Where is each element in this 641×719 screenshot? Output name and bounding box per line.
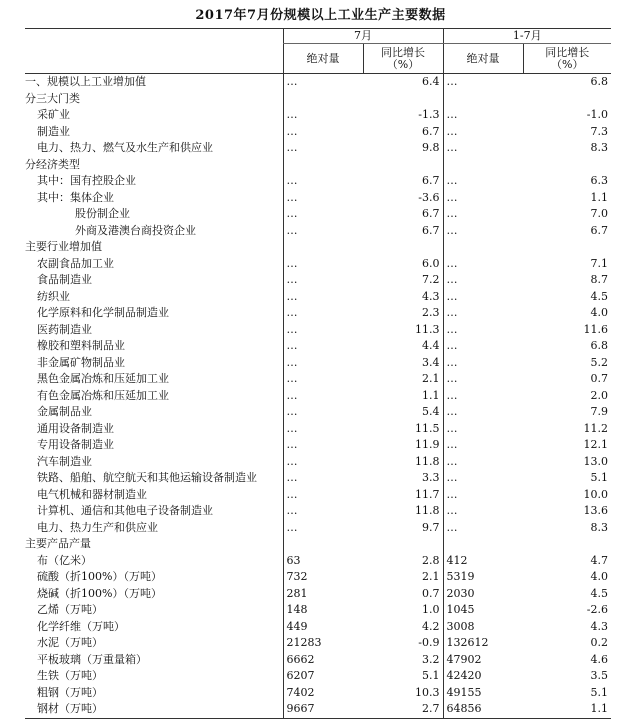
table-header	[25, 29, 611, 74]
abs-july: …	[283, 140, 363, 157]
row-label: 汽车制造业	[37, 454, 92, 468]
yoy-jan-jul: 5.1	[590, 471, 608, 485]
row-label: 电气机械和器材制造业	[37, 487, 147, 501]
yoy-jan-jul: 6.8	[590, 75, 608, 89]
abs-jan-jul	[443, 536, 523, 553]
row-label: 粗钢（万吨）	[37, 685, 103, 699]
header-blank	[25, 29, 283, 74]
yoy-jan-jul	[523, 536, 611, 553]
header-abs-jan-jul: 绝对量	[443, 44, 523, 74]
yoy-jan-jul: 6.7	[590, 223, 608, 237]
row-label: 分经济类型	[25, 157, 80, 171]
yoy-jan-jul: 5.1	[590, 685, 608, 699]
yoy-jan-jul: 6.8	[590, 339, 608, 353]
yoy-jan-jul: 13.0	[583, 454, 608, 468]
table-row	[25, 536, 611, 553]
abs-july: …	[283, 322, 363, 339]
row-label: 专用设备制造业	[37, 438, 114, 452]
abs-jan-jul: 412	[443, 553, 523, 570]
table-row	[25, 124, 611, 141]
table-row	[25, 454, 611, 471]
abs-july: 9667	[283, 701, 363, 718]
yoy-july: 11.3	[415, 322, 440, 336]
row-label: 其中：集体企业	[37, 190, 114, 204]
abs-jan-jul: …	[443, 371, 523, 388]
row-label: 分三大门类	[25, 91, 80, 105]
yoy-july: 7.2	[422, 273, 440, 287]
abs-july: …	[283, 289, 363, 306]
yoy-jan-jul: 4.5	[590, 289, 608, 303]
abs-july: …	[283, 305, 363, 322]
yoy-july: -1.3	[418, 108, 440, 122]
table-row	[25, 569, 611, 586]
yoy-july: 4.2	[422, 619, 440, 633]
header-period-july: 7月	[283, 29, 443, 44]
row-label: 食品制造业	[37, 273, 92, 287]
table-row	[25, 487, 611, 504]
row-label: 主要产品产量	[25, 537, 91, 551]
table-row	[25, 701, 611, 718]
row-label: 纺织业	[37, 289, 70, 303]
yoy-july: 2.7	[422, 702, 440, 716]
row-label: 烧碱（折100%）（万吨）	[37, 586, 162, 600]
yoy-july: 9.7	[422, 520, 440, 534]
row-label: 生铁（万吨）	[37, 669, 103, 683]
yoy-jan-jul: -1.0	[586, 108, 608, 122]
yoy-july: -3.6	[418, 190, 440, 204]
abs-jan-jul: …	[443, 140, 523, 157]
abs-july: …	[283, 503, 363, 520]
abs-jan-jul: 47902	[443, 652, 523, 669]
abs-jan-jul: 1045	[443, 602, 523, 619]
row-label: 一、规模以上工业增加值	[25, 75, 146, 89]
table-row	[25, 157, 611, 174]
yoy-jan-jul: 8.3	[590, 520, 608, 534]
table-row	[25, 173, 611, 190]
yoy-jan-jul: 1.1	[590, 702, 608, 716]
abs-jan-jul: 2030	[443, 586, 523, 603]
row-label: 有色金属冶炼和压延加工业	[37, 388, 169, 402]
abs-jan-jul: …	[443, 520, 523, 537]
yoy-july	[363, 239, 443, 256]
table-row	[25, 322, 611, 339]
row-label: 平板玻璃（万重量箱）	[37, 652, 147, 666]
abs-jan-jul: …	[443, 272, 523, 289]
abs-july: 148	[283, 602, 363, 619]
abs-july: …	[283, 74, 363, 91]
table-row	[25, 272, 611, 289]
abs-jan-jul: …	[443, 190, 523, 207]
row-label: 外商及港澳台商投资企业	[75, 223, 196, 237]
abs-jan-jul: …	[443, 289, 523, 306]
yoy-july: 3.4	[422, 355, 440, 369]
yoy-jan-jul: 4.3	[590, 619, 608, 633]
table-row	[25, 289, 611, 306]
yoy-july: 4.4	[422, 339, 440, 353]
table-row	[25, 256, 611, 273]
yoy-july: 2.1	[422, 372, 440, 386]
yoy-july: -0.9	[418, 636, 440, 650]
abs-jan-jul: 42420	[443, 668, 523, 685]
yoy-jan-jul: 6.3	[590, 174, 608, 188]
row-label: 通用设备制造业	[37, 421, 114, 435]
yoy-jan-jul	[523, 157, 611, 174]
yoy-july: 6.4	[422, 75, 440, 89]
yoy-july: 2.1	[422, 570, 440, 584]
row-label: 股份制企业	[75, 207, 130, 221]
abs-july: …	[283, 272, 363, 289]
table-row	[25, 635, 611, 652]
table-row	[25, 190, 611, 207]
yoy-jan-jul: 4.0	[590, 570, 608, 584]
row-label: 采矿业	[37, 108, 70, 122]
row-label: 化学原料和化学制品制造业	[37, 306, 169, 320]
yoy-jan-jul: 0.7	[590, 372, 608, 386]
yoy-july	[363, 536, 443, 553]
row-label: 主要行业增加值	[25, 240, 102, 254]
table-row	[25, 107, 611, 124]
yoy-jan-jul: 5.2	[590, 355, 608, 369]
abs-jan-jul: …	[443, 173, 523, 190]
abs-july: …	[283, 124, 363, 141]
yoy-july: 1.1	[422, 388, 440, 402]
abs-july: …	[283, 190, 363, 207]
table-row	[25, 553, 611, 570]
industrial-production-table	[25, 28, 611, 719]
yoy-jan-jul: 11.2	[583, 421, 608, 435]
abs-jan-jul: …	[443, 305, 523, 322]
abs-jan-jul: …	[443, 388, 523, 405]
yoy-july: 3.3	[422, 471, 440, 485]
table-row	[25, 74, 611, 91]
abs-jan-jul: …	[443, 74, 523, 91]
table-row	[25, 206, 611, 223]
abs-july: …	[283, 454, 363, 471]
yoy-jan-jul: 7.1	[590, 256, 608, 270]
yoy-jan-jul: 4.7	[590, 553, 608, 567]
yoy-july: 2.3	[422, 306, 440, 320]
abs-july: …	[283, 256, 363, 273]
yoy-july: 11.7	[415, 487, 440, 501]
abs-jan-jul: 5319	[443, 569, 523, 586]
yoy-jan-jul: 10.0	[583, 487, 608, 501]
abs-july: …	[283, 404, 363, 421]
yoy-july	[363, 91, 443, 108]
abs-july: …	[283, 520, 363, 537]
header-yoy-july: 同比增长 （%）	[363, 44, 443, 74]
yoy-jan-jul	[523, 91, 611, 108]
row-label: 计算机、通信和其他电子设备制造业	[37, 504, 213, 518]
yoy-july: 1.0	[422, 603, 440, 617]
row-label: 黑色金属冶炼和压延加工业	[37, 372, 169, 386]
table-row	[25, 338, 611, 355]
header-yoy-jan-jul: 同比增长 （%）	[523, 44, 611, 74]
row-label: 化学纤维（万吨）	[37, 619, 125, 633]
abs-july	[283, 536, 363, 553]
abs-july: …	[283, 437, 363, 454]
yoy-jan-jul: 7.3	[590, 124, 608, 138]
abs-jan-jul: …	[443, 107, 523, 124]
row-label: 乙烯（万吨）	[37, 603, 103, 617]
yoy-jan-jul: 4.0	[590, 306, 608, 320]
yoy-jan-jul: 2.0	[590, 388, 608, 402]
abs-july: …	[283, 206, 363, 223]
row-label: 钢材（万吨）	[37, 702, 103, 716]
row-label: 电力、热力生产和供应业	[37, 520, 158, 534]
abs-july: …	[283, 470, 363, 487]
yoy-july: 4.3	[422, 289, 440, 303]
yoy-jan-jul: -2.6	[586, 603, 608, 617]
abs-july: …	[283, 338, 363, 355]
row-label: 电力、热力、燃气及水生产和供应业	[37, 141, 213, 155]
yoy-july: 6.7	[422, 124, 440, 138]
abs-july: 449	[283, 619, 363, 636]
table-row	[25, 437, 611, 454]
yoy-jan-jul: 0.2	[590, 636, 608, 650]
yoy-jan-jul: 12.1	[583, 438, 608, 452]
table-title: 2017年7月份规模以上工业生产主要数据	[195, 8, 446, 23]
yoy-jan-jul	[523, 239, 611, 256]
abs-jan-jul: …	[443, 338, 523, 355]
abs-july: …	[283, 223, 363, 240]
yoy-july: 5.4	[422, 405, 440, 419]
abs-july: 732	[283, 569, 363, 586]
yoy-july: 6.7	[422, 207, 440, 221]
yoy-jan-jul: 13.6	[583, 504, 608, 518]
row-label: 硫酸（折100%）（万吨）	[37, 570, 162, 584]
table-row	[25, 520, 611, 537]
abs-july	[283, 91, 363, 108]
yoy-july: 11.9	[415, 438, 440, 452]
abs-july: …	[283, 173, 363, 190]
yoy-july: 6.7	[422, 223, 440, 237]
table-row	[25, 685, 611, 702]
row-label: 布（亿米）	[37, 553, 92, 567]
row-label: 非金属矿物制品业	[37, 355, 125, 369]
yoy-july: 2.8	[422, 553, 440, 567]
table-row	[25, 470, 611, 487]
row-label: 制造业	[37, 124, 70, 138]
abs-july: 63	[283, 553, 363, 570]
yoy-jan-jul: 4.6	[590, 652, 608, 666]
table-row	[25, 619, 611, 636]
table-row	[25, 371, 611, 388]
abs-jan-jul	[443, 91, 523, 108]
abs-july	[283, 157, 363, 174]
row-label: 橡胶和塑料制品业	[37, 339, 125, 353]
abs-jan-jul: …	[443, 487, 523, 504]
yoy-jan-jul: 3.5	[590, 669, 608, 683]
table-row	[25, 668, 611, 685]
abs-jan-jul: …	[443, 355, 523, 372]
row-label: 金属制品业	[37, 405, 92, 419]
abs-jan-jul: …	[443, 421, 523, 438]
abs-jan-jul: …	[443, 256, 523, 273]
yoy-july: 11.8	[415, 454, 440, 468]
yoy-jan-jul: 1.1	[590, 190, 608, 204]
abs-july: …	[283, 371, 363, 388]
table-row	[25, 91, 611, 108]
table-row	[25, 404, 611, 421]
row-label: 农副食品加工业	[37, 256, 114, 270]
abs-jan-jul: …	[443, 404, 523, 421]
table-row	[25, 355, 611, 372]
yoy-july: 6.7	[422, 174, 440, 188]
yoy-july	[363, 157, 443, 174]
abs-jan-jul	[443, 157, 523, 174]
abs-july: 281	[283, 586, 363, 603]
abs-jan-jul: …	[443, 124, 523, 141]
abs-jan-jul	[443, 239, 523, 256]
table-row	[25, 586, 611, 603]
row-label: 其中：国有控股企业	[37, 174, 136, 188]
abs-july: 21283	[283, 635, 363, 652]
yoy-jan-jul: 7.9	[590, 405, 608, 419]
yoy-jan-jul: 7.0	[590, 207, 608, 221]
table-row	[25, 421, 611, 438]
table-row	[25, 503, 611, 520]
abs-jan-jul: …	[443, 470, 523, 487]
abs-jan-jul: …	[443, 223, 523, 240]
table-row	[25, 305, 611, 322]
abs-jan-jul: …	[443, 206, 523, 223]
abs-jan-jul: 64856	[443, 701, 523, 718]
abs-july: …	[283, 388, 363, 405]
abs-july: 7402	[283, 685, 363, 702]
yoy-july: 10.3	[415, 685, 440, 699]
yoy-july: 11.8	[415, 504, 440, 518]
abs-july: 6207	[283, 668, 363, 685]
table-row	[25, 140, 611, 157]
abs-jan-jul: 49155	[443, 685, 523, 702]
abs-jan-jul: …	[443, 437, 523, 454]
abs-jan-jul: …	[443, 503, 523, 520]
abs-july: 6662	[283, 652, 363, 669]
abs-jan-jul: 132612	[443, 635, 523, 652]
yoy-jan-jul: 8.3	[590, 141, 608, 155]
abs-jan-jul: 3008	[443, 619, 523, 636]
table-row	[25, 602, 611, 619]
yoy-july: 3.2	[422, 652, 440, 666]
yoy-july: 6.0	[422, 256, 440, 270]
table-row	[25, 388, 611, 405]
header-abs-july: 绝对量	[283, 44, 363, 74]
abs-jan-jul: …	[443, 322, 523, 339]
yoy-july: 11.5	[415, 421, 440, 435]
abs-july: …	[283, 355, 363, 372]
yoy-jan-jul: 4.5	[590, 586, 608, 600]
row-label: 铁路、船舶、航空航天和其他运输设备制造业	[37, 471, 257, 485]
abs-july: …	[283, 107, 363, 124]
abs-july	[283, 239, 363, 256]
table-body	[25, 74, 611, 719]
header-period-jan-jul: 1-7月	[443, 29, 611, 44]
yoy-july: 5.1	[422, 669, 440, 683]
yoy-jan-jul: 11.6	[583, 322, 608, 336]
table-row	[25, 652, 611, 669]
table-row	[25, 239, 611, 256]
yoy-july: 0.7	[422, 586, 440, 600]
abs-july: …	[283, 487, 363, 504]
abs-july: …	[283, 421, 363, 438]
abs-jan-jul: …	[443, 454, 523, 471]
yoy-july: 9.8	[422, 141, 440, 155]
row-label: 医药制造业	[37, 322, 92, 336]
yoy-jan-jul: 8.7	[590, 273, 608, 287]
table-row	[25, 223, 611, 240]
row-label: 水泥（万吨）	[37, 636, 103, 650]
